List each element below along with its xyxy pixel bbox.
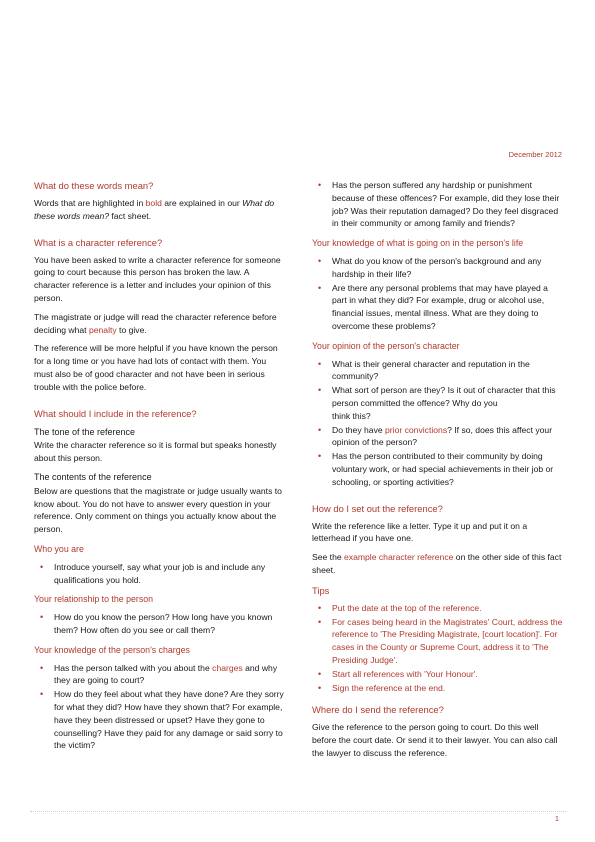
list-item: • Has the person contributed to their community by doing voluntary work, or had special achievements in their job or schooling, or sporting activities?: [318, 451, 554, 487]
list-item: • Introduce yourself, say what your job is and include any qualifications you hold.: [40, 561, 266, 585]
heading-words: What do these words mean?: [34, 180, 154, 191]
bullet-icon: •: [318, 424, 322, 435]
list-item: • Do they have prior convictions? If so, does this affect your opinion of the person?: [318, 424, 553, 448]
tips-list: [312, 602, 564, 695]
list-item: • Start all references with 'Your Honour'.: [318, 668, 478, 679]
subheading-tone: The tone of the reference: [34, 426, 136, 437]
relationship-list: [34, 611, 284, 637]
bold-link[interactable]: bold: [145, 198, 162, 208]
hardship-list: [312, 179, 564, 230]
list-item: • What is their general character and reputation in the community?: [318, 358, 530, 382]
footer-divider: [30, 811, 566, 812]
page-number: 1: [555, 816, 559, 823]
char-paragraph-2: The magistrate or judge will read the character reference before deciding what penalty to give.: [34, 311, 277, 335]
heading-include: What should I include in the reference?: [34, 407, 197, 419]
subheading-charges: Your knowledge of the person's charges: [34, 644, 190, 655]
list-item: • For cases being heard in the Magistrates' Court, address the reference to 'The Presiding Magistrate, [court location]'. For cases in the County or Supreme Court, address it to 'The Presiding Judge'.: [318, 616, 563, 665]
left-column: [34, 180, 284, 755]
list-item: • Sign the reference at the end.: [318, 682, 446, 693]
bullet-icon: •: [40, 561, 44, 572]
life-list: [312, 255, 564, 333]
tone-paragraph: Write the character reference so it is formal but speaks honestly about this person.: [34, 440, 277, 464]
list-item: • What do you know of the person's background and any hardship in their life?: [318, 255, 542, 279]
bullet-icon: •: [318, 616, 322, 627]
publication-date: December 2012: [508, 150, 562, 159]
subheading-life: Your knowledge of what is going on in the person's life: [312, 238, 524, 249]
bullet-icon: •: [318, 682, 322, 693]
charges-link[interactable]: charges: [212, 662, 243, 673]
charges-list: [34, 662, 284, 753]
bullet-icon: •: [318, 451, 322, 462]
heading-tips: Tips: [312, 584, 330, 596]
subheading-contents: The contents of the reference: [34, 471, 152, 482]
char-paragraph-3: The reference will be more helpful if you have known the person for a long time or you have had lots of contact with them. You must also be of good character and not have been in serious trouble with the police before.: [34, 343, 278, 392]
bullet-icon: •: [318, 602, 322, 613]
bullet-icon: •: [318, 180, 322, 190]
list-item: • Has the person talked with you about the charges and why they are going to court?: [40, 662, 278, 686]
heading-set-out: How do I set out the reference?: [312, 502, 443, 514]
bullet-icon: •: [40, 662, 44, 673]
list-item: • How do you know the person? How long have you known them? How often do you see or call them?: [40, 612, 273, 635]
subheading-relationship: Your relationship to the person: [34, 594, 154, 605]
bullet-icon: •: [318, 255, 322, 266]
contents-paragraph: Below are questions that the magistrate or judge usually wants to know about. You do not have to answer every question in your reference. Only comment on things you actually know about the person.: [34, 485, 282, 535]
list-item: • What sort of person are they? Is it out of character that this person committed the offence? Why do you think this?: [318, 385, 556, 421]
prior-convictions-link[interactable]: prior convictions: [385, 424, 448, 435]
send-paragraph: Give the reference to the person going to court. Do this well before the court date. Or send it to their lawyer. You can also call the lawyer to discuss the reference.: [312, 722, 558, 758]
penalty-link[interactable]: penalty: [88, 324, 117, 335]
bullet-icon: •: [40, 689, 44, 700]
setout-paragraph-2: See the example character reference on the other side of this fact sheet.: [312, 552, 562, 575]
bullet-icon: •: [40, 612, 44, 623]
bullet-icon: •: [318, 668, 322, 679]
right-column: [312, 179, 564, 766]
bullet-icon: •: [318, 385, 322, 396]
list-item: • Put the date at the top of the reference.: [318, 602, 482, 613]
char-paragraph-1: You have been asked to write a character reference for someone going to court because this person has broken the law. A character reference is a letter and includes your opinion of this person.: [34, 254, 281, 303]
list-item: • Are there any personal problems that may have played a part in what they did? For example, drug or alcohol use, financial issues, mental illness. What are they doing to overcome these problems?: [318, 282, 548, 331]
opinion-list: [312, 358, 564, 489]
bullet-icon: •: [318, 358, 322, 369]
example-reference-link[interactable]: example character reference: [344, 552, 454, 563]
who-list: [34, 561, 284, 587]
subheading-opinion: Your opinion of the person's character: [312, 340, 460, 351]
subheading-who: Who you are: [34, 543, 84, 554]
heading-send: Where do I send the reference?: [312, 704, 444, 716]
heading-character-reference: What is a character reference?: [34, 236, 163, 248]
setout-paragraph-1: Write the reference like a letter. Type it up and put it on a letterhead if you have one.: [312, 520, 528, 544]
words-paragraph: Words that are highlighted in bold are explained in our What do these words mean? fact sheet.: [34, 198, 275, 221]
list-item: • Has the person suffered any hardship or punishment because of these offences? For example, did they lose their job? Was their reputation damaged? Do they feel disgraced in their community or among family and friends?: [318, 180, 560, 229]
bullet-icon: •: [318, 282, 322, 293]
list-item: • How do they feel about what they have done? Are they sorry for what they did? How have they shown that? For example, have they been distressed or upset? Have they gone to counselling? Have they paid for any damage or said sorry to the victim?: [40, 689, 284, 751]
